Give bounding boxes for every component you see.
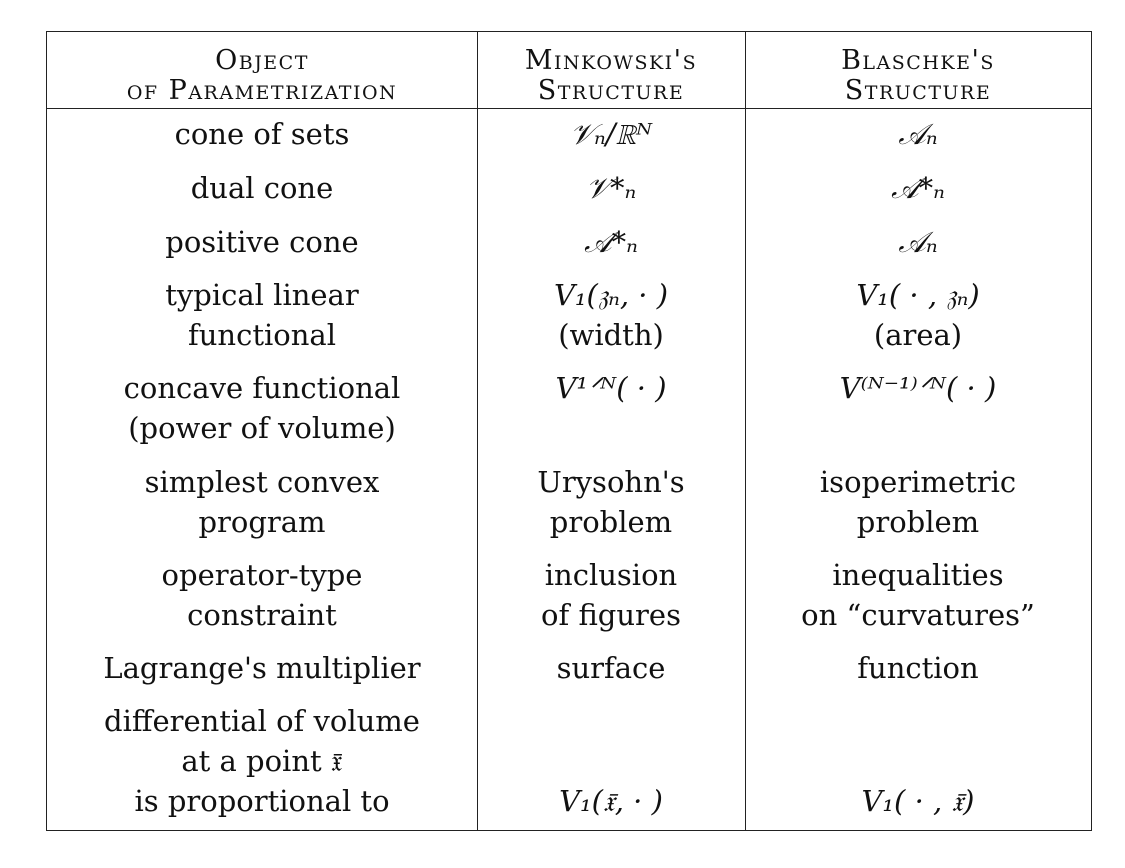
- row-concave-functional-minkowski: [477, 368, 745, 408]
- row0-c3-line1: 𝒜ₙ: [898, 117, 938, 151]
- header-col3-line1: Blaschke's: [841, 45, 995, 76]
- header-col2-line2: Structure: [537, 75, 685, 106]
- row4-c2-line1: V¹ᐟᴺ( · ): [555, 371, 667, 405]
- row-operator-type-constraint-minkowski: [477, 555, 745, 635]
- row3-c1-line1: typical linear: [165, 278, 359, 312]
- row-dual-cone-minkowski: [477, 168, 745, 208]
- row6-c1-line1: operator-type: [161, 558, 363, 592]
- row5-c1-line2: program: [198, 505, 326, 539]
- row-cone-of-sets-minkowski: [477, 114, 745, 154]
- row-lagrange-multiplier-blaschke: [745, 648, 1091, 688]
- row5-c1-line1: simplest convex: [144, 465, 380, 499]
- row8-c3-line1: V₁( · , 𝔵̄): [861, 784, 975, 818]
- row2-c3-line1: 𝒜ₙ: [898, 225, 938, 259]
- row-operator-type-constraint-blaschke: [745, 555, 1091, 635]
- row1-c2-line1: 𝒱*ₙ: [585, 171, 637, 205]
- row2-c1-line1: positive cone: [165, 225, 359, 259]
- row3-c2-line2: (width): [558, 318, 664, 352]
- row-cone-of-sets-blaschke: [745, 114, 1091, 154]
- row4-c1-line1: concave functional: [123, 371, 401, 405]
- row4-c1-line2: (power of volume): [128, 411, 396, 445]
- row0-c1-line1: cone of sets: [174, 117, 350, 151]
- header-col2-line1: Minkowski's: [524, 45, 698, 76]
- row-differential-of-volume-blaschke: [745, 781, 1091, 821]
- row-differential-of-volume-minkowski: [477, 781, 745, 821]
- row-dual-cone-blaschke: [745, 168, 1091, 208]
- row-simplest-convex-program-label: [47, 462, 477, 542]
- header-col3-line2: Structure: [844, 75, 992, 106]
- header-minkowski-structure: [477, 46, 745, 106]
- row7-c3-line1: function: [857, 651, 979, 685]
- row-cone-of-sets-label: [47, 114, 477, 154]
- header-col1-line1: Object: [215, 45, 309, 76]
- row-typical-linear-functional-minkowski: [477, 275, 745, 355]
- row5-c2-line2: problem: [549, 505, 673, 539]
- row-concave-functional-label: [47, 368, 477, 448]
- header-blaschke-structure: [745, 46, 1091, 106]
- row4-c3-line1: V⁽ᴺ⁻¹⁾ᐟᴺ( · ): [839, 371, 997, 405]
- row7-c2-line1: surface: [556, 651, 666, 685]
- row6-c2-line1: inclusion: [544, 558, 678, 592]
- row8-c1-line2: at a point 𝔵̄: [181, 744, 343, 778]
- row8-c1-line1: differential of volume: [104, 704, 420, 738]
- row-concave-functional-blaschke: [745, 368, 1091, 408]
- row3-c1-line2: functional: [188, 318, 336, 352]
- row6-c3-line1: inequalities: [832, 558, 1004, 592]
- row-lagrange-multiplier-label: [47, 648, 477, 688]
- row3-c2-line1: V₁(𝔷ₙ, · ): [553, 278, 669, 312]
- row0-c2-line1: 𝒱ₙ/ℝᴺ: [569, 117, 653, 151]
- row-lagrange-multiplier-minkowski: [477, 648, 745, 688]
- row-positive-cone-blaschke: [745, 222, 1091, 262]
- row6-c3-line2: on “curvatures”: [801, 598, 1035, 632]
- row5-c3-line2: problem: [856, 505, 980, 539]
- row-positive-cone-label: [47, 222, 477, 262]
- row1-c3-line1: 𝒜*ₙ: [891, 171, 945, 205]
- header-col1-line2: of Parametrization: [126, 75, 398, 106]
- row8-c1-line3: is proportional to: [134, 784, 390, 818]
- row6-c2-line2: of figures: [541, 598, 681, 632]
- row7-c1-line1: Lagrange's multiplier: [103, 651, 421, 685]
- row-positive-cone-minkowski: [477, 222, 745, 262]
- row-differential-of-volume-label: [47, 701, 477, 821]
- row6-c1-line2: constraint: [187, 598, 337, 632]
- comparison-table: [46, 31, 1092, 831]
- row-simplest-convex-program-blaschke: [745, 462, 1091, 542]
- row-simplest-convex-program-minkowski: [477, 462, 745, 542]
- row5-c2-line1: Urysohn's: [537, 465, 685, 499]
- row-operator-type-constraint-label: [47, 555, 477, 635]
- row3-c3-line2: (area): [873, 318, 963, 352]
- row8-c2-line1: V₁(𝔵̄, · ): [559, 784, 663, 818]
- row-typical-linear-functional-label: [47, 275, 477, 355]
- row1-c1-line1: dual cone: [190, 171, 334, 205]
- row-typical-linear-functional-blaschke: [745, 275, 1091, 355]
- row5-c3-line1: isoperimetric: [819, 465, 1017, 499]
- header-divider: [47, 108, 1091, 109]
- row-dual-cone-label: [47, 168, 477, 208]
- row3-c3-line1: V₁( · , 𝔷ₙ): [856, 278, 980, 312]
- row2-c2-line1: 𝒜*ₙ: [584, 225, 638, 259]
- header-object-of-parametrization: [47, 46, 477, 106]
